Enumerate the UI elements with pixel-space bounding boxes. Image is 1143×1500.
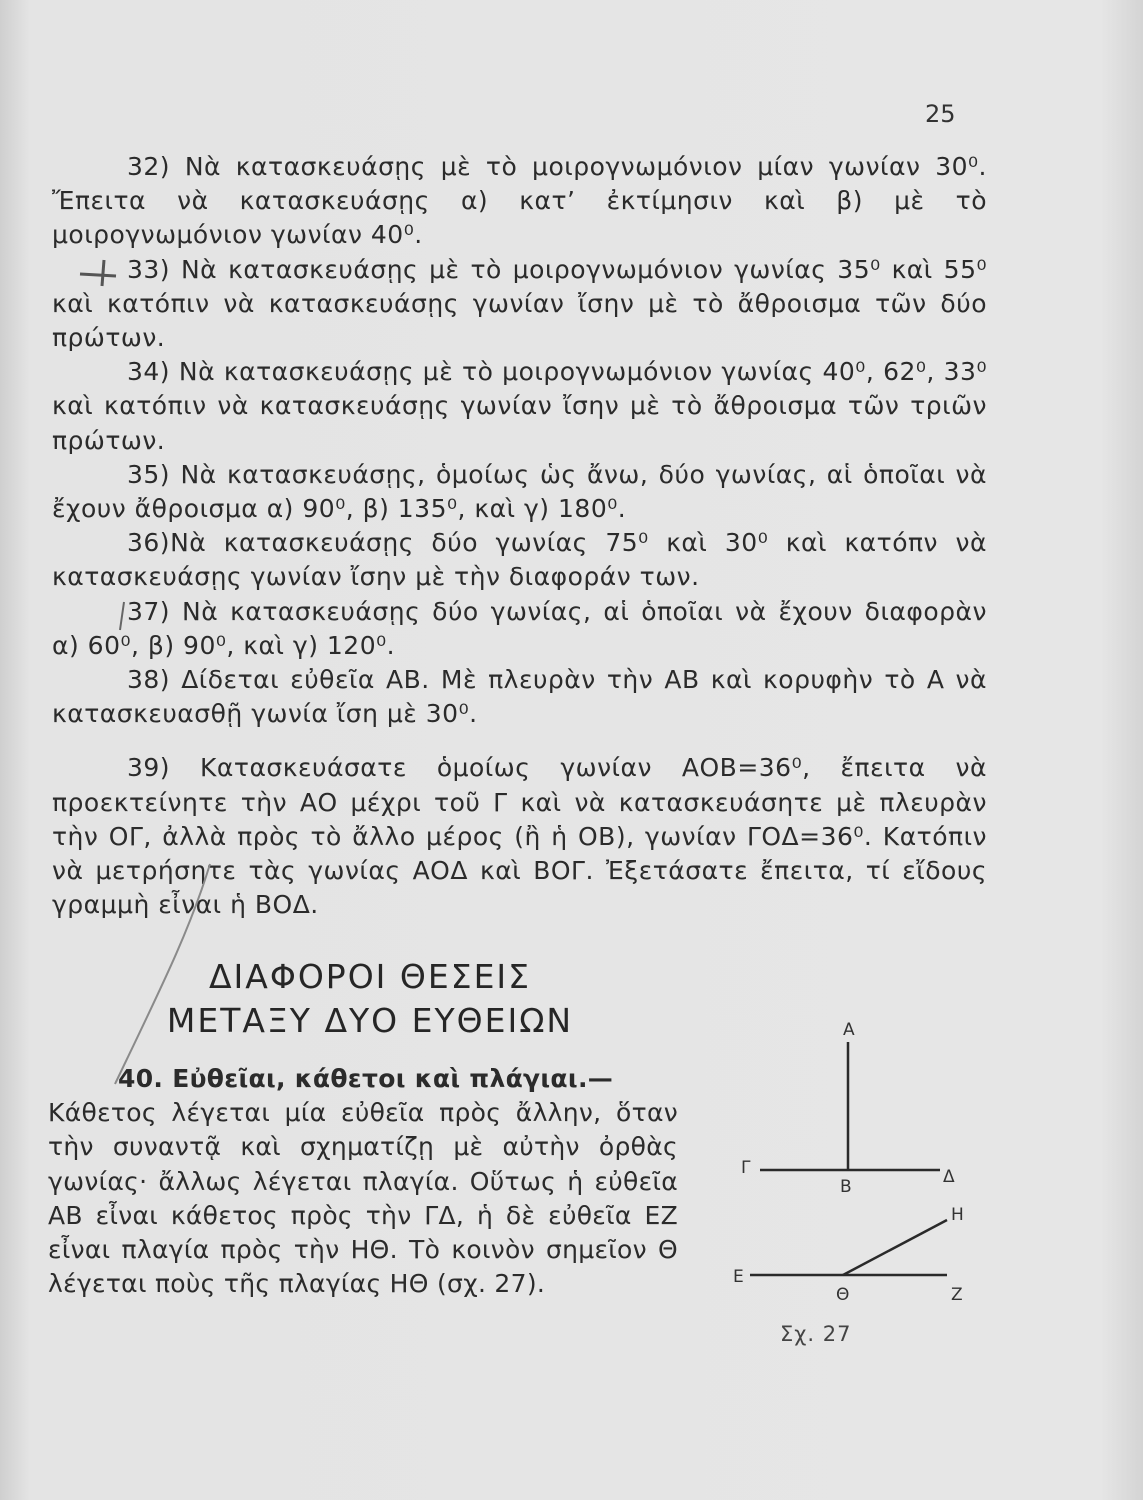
label-e: Ε: [733, 1267, 744, 1287]
section-title: [110, 955, 630, 1043]
figure-27: [725, 1010, 985, 1370]
exercise-36: 36)Νὰ κατασκευάσῃς δύο γωνίας 75⁰ καὶ 30⁰ καὶ κατόπν νὰ κατασκευάσῃς γωνίαν ἴσην μὲ τὴν διαφοράν των.: [52, 528, 987, 592]
exercise-39: 39) Κατασκευάσατε ὁμοίως γωνίαν ΑΟΒ=36⁰, ἔπειτα νὰ προεκτείνητε τὴν ΑΟ μέχρι τοῦ Γ καὶ νὰ κατασκευάσητε μὲ πλευρὰν τὴν ΟΓ, ἀλλὰ πρὸς τὸ ἄλλο μέρος (ἢ ἡ ΟΒ), γωνίαν ΓΟΔ=36⁰. Κατόπιν νὰ μετρήσητε τὰς γωνίας ΑΟΔ καὶ ΒΟΓ. Ἐξετάσατε ἔπειτα, τί εἴδους γραμμὴ εἶναι ἡ ΒΟΔ.: [52, 753, 987, 920]
pencil-tick-icon: [112, 600, 132, 632]
paragraph-40-heading: 40. Εὐθεῖαι, κάθετοι καὶ πλάγιαι.—: [118, 1064, 614, 1093]
paragraph-40: [48, 1062, 678, 1301]
label-h: Η: [951, 1205, 964, 1225]
page-number: 25: [925, 100, 956, 128]
exercise-32: 32) Νὰ κατασκευάσῃς μὲ τὸ μοιρογνωμόνιον μίαν γωνίαν 30⁰. Ἔπειτα νὰ κατασκευάσῃς α) κατ’ ἐκτίμησιν καὶ β) μὲ τὸ μοιρογνωμόνιον γωνίαν 40⁰.: [52, 152, 987, 250]
label-d: Δ: [943, 1167, 955, 1187]
label-th: Θ: [836, 1285, 850, 1305]
label-b: Β: [840, 1177, 852, 1197]
pencil-mark-icon: [78, 258, 118, 288]
line-hth: [843, 1220, 947, 1275]
section-title-line-1: ΔΙΑΦΟΡΟΙ ΘΕΣΕΙΣ: [208, 957, 532, 996]
figure-caption: Σχ. 27: [780, 1322, 852, 1346]
exercise-34: 34) Νὰ κατασκευάσῃς μὲ τὸ μοιρογνωμόνιον γωνίας 40⁰, 62⁰, 33⁰ καὶ κατόπιν νὰ κατασκευάσῃς γωνίαν ἴσην μὲ τὸ ἄθροισμα τῶν τριῶν πρώτων.: [52, 357, 987, 455]
label-z: Ζ: [951, 1285, 963, 1305]
section-title-line-2: ΜΕΤΑΞΥ ΔΥΟ ΕΥΘΕΙΩΝ: [166, 1001, 574, 1040]
label-a: Α: [843, 1020, 855, 1040]
exercise-38: 38) Δίδεται εὐθεῖα ΑΒ. Μὲ πλευρὰν τὴν ΑΒ καὶ κορυφὴν τὸ Α νὰ κατασκευασθῇ γωνία ἴση μὲ 30⁰.: [52, 665, 987, 729]
exercise-37: 37) Νὰ κατασκευάσῃς δύο γωνίας, αἱ ὁποῖαι νὰ ἔχουν διαφορὰν α) 60⁰, β) 90⁰, καὶ γ) 120⁰.: [52, 596, 987, 660]
exercise-33: 33) Νὰ κατασκευάσῃς μὲ τὸ μοιρογνωμόνιον γωνίας 35⁰ καὶ 55⁰ καὶ κατόπιν νὰ κατασκευάσῃς γωνίαν ἴσην μὲ τὸ ἄθροισμα τῶν δύο πρώτων.: [52, 254, 987, 353]
label-g: Γ: [741, 1158, 751, 1178]
exercise-35: 35) Νὰ κατασκευάσῃς, ὁμοίως ὡς ἄνω, δύο γωνίας, αἱ ὁποῖαι νὰ ἔχουν ἄθροισμα α) 90⁰, β) 135⁰, καὶ γ) 180⁰.: [52, 459, 987, 524]
paragraph-40-body: Κάθετος λέγεται μία εὐθεῖα πρὸς ἄλλην, ὅταν τὴν συναντᾷ καὶ σχηματίζῃ μὲ αὐτὴν ὀρθὰς γωνίας· ἄλλως λέγεται πλαγία. Οὕτως ἡ εὐθεῖα ΑΒ εἶναι κάθετος πρὸς τὴν ΓΔ, ἡ δὲ εὐθεῖα ΕΖ εἶναι πλαγία πρὸς τὴν ΗΘ. Τὸ κοινὸν σημεῖον Θ λέγεται ποὺς τῆς πλαγίας ΗΘ (σχ. 27).: [48, 1098, 678, 1299]
exercise-list: [52, 150, 987, 922]
